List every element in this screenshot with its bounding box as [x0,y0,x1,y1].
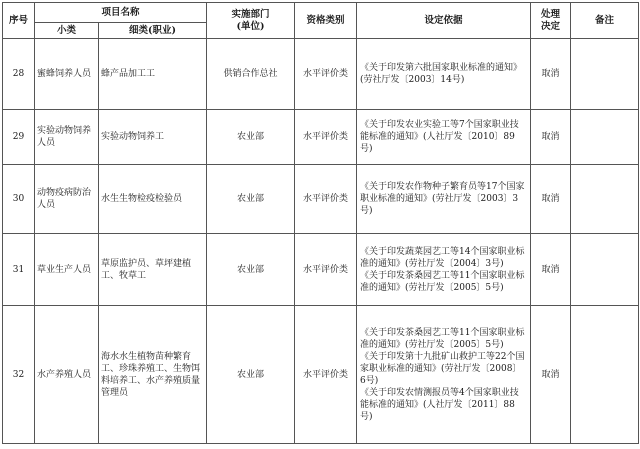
row-dept: 供销合作总社 [207,39,295,110]
row-basis [357,234,531,306]
row-qual-type: 水平评价类 [295,234,357,306]
header-detail-class: 细类(职业) [99,23,207,39]
row-dept: 农业部 [207,306,295,444]
table-row [3,234,639,306]
row-seq: 29 [3,110,35,165]
header-qual-type: 资格类别 [295,3,357,39]
row-detail-class: 草原监护员、草坪建植工、牧草工 [99,234,207,306]
basis-citation: 《关于印发农作物种子繁育员等17个国家职业标准的通知》(劳社厅发〔2003〕3号) [360,182,525,216]
basis-citation: 《关于印发农情测报员等4个国家职业技能标准的通知》(人社厅发〔2011〕88号) [360,387,519,422]
table-row [3,110,639,165]
row-decision: 取消 [531,306,571,444]
basis-citation: 《关于印发第六批国家职业标准的通知》(劳社厅发〔2003〕14号) [360,63,523,85]
row-basis [357,306,531,444]
row-decision: 取消 [531,110,571,165]
basis-citation: 《关于印发第十九批矿山救护工等22个国家职业标准的通知》(劳社厅发〔2008〕6号) [360,351,525,386]
header-remarks: 备注 [571,3,639,39]
row-qual-type: 水平评价类 [295,165,357,234]
row-minor-class: 动物疫病防治人员 [35,165,99,234]
row-decision: 取消 [531,234,571,306]
row-seq: 31 [3,234,35,306]
header-decision: 处理 决定 [531,3,571,39]
basis-citation: 《关于印发蔬菜园艺工等14个国家职业标准的通知》(劳社厅发〔2004〕3号) [360,246,525,269]
row-dept: 农业部 [207,165,295,234]
table-row [3,165,639,234]
row-decision: 取消 [531,165,571,234]
basis-citation: 《关于印发农业实验工等7个国家职业技能标准的通知》(人社厅发〔2010〕89号) [360,120,519,154]
row-qual-type: 水平评价类 [295,306,357,444]
row-detail-class: 实验动物饲养工 [99,110,207,165]
row-basis [357,39,531,110]
row-seq: 28 [3,39,35,110]
row-decision: 取消 [531,39,571,110]
row-detail-class: 蜂产品加工工 [99,39,207,110]
row-remark [571,165,639,234]
row-remark [571,110,639,165]
row-detail-class: 水生生物检疫检验员 [99,165,207,234]
row-remark [571,234,639,306]
row-minor-class: 草业生产人员 [35,234,99,306]
row-dept: 农业部 [207,234,295,306]
table-row [3,306,639,444]
row-minor-class: 水产养殖人员 [35,306,99,444]
row-minor-class: 实验动物饲养人员 [35,110,99,165]
row-minor-class: 蜜蜂饲养人员 [35,39,99,110]
row-remark [571,39,639,110]
row-seq: 32 [3,306,35,444]
header-project-name: 项目名称 [35,3,207,23]
row-dept: 农业部 [207,110,295,165]
row-detail-class: 海水水生植物苗种繁育工、珍珠养殖工、生物饵料培养工、水产养殖质量管理员 [99,306,207,444]
header-minor-class: 小类 [35,23,99,39]
row-remark [571,306,639,444]
basis-citation: 《关于印发茶桑园艺工等11个国家职业标准的通知》(劳社厅发〔2005〕5号) [360,327,525,350]
table-header [3,3,639,39]
header-basis: 设定依据 [357,3,531,39]
header-dept: 实施部门 (单位) [207,3,295,39]
header-seq: 序号 [3,3,35,39]
row-qual-type: 水平评价类 [295,39,357,110]
row-seq: 30 [3,165,35,234]
basis-citation: 《关于印发茶桑园艺工等11个国家职业标准的通知》(劳社厅发〔2005〕5号) [360,270,525,293]
qualification-table [2,2,639,444]
row-qual-type: 水平评价类 [295,110,357,165]
row-basis [357,165,531,234]
row-basis [357,110,531,165]
table-row [3,39,639,110]
